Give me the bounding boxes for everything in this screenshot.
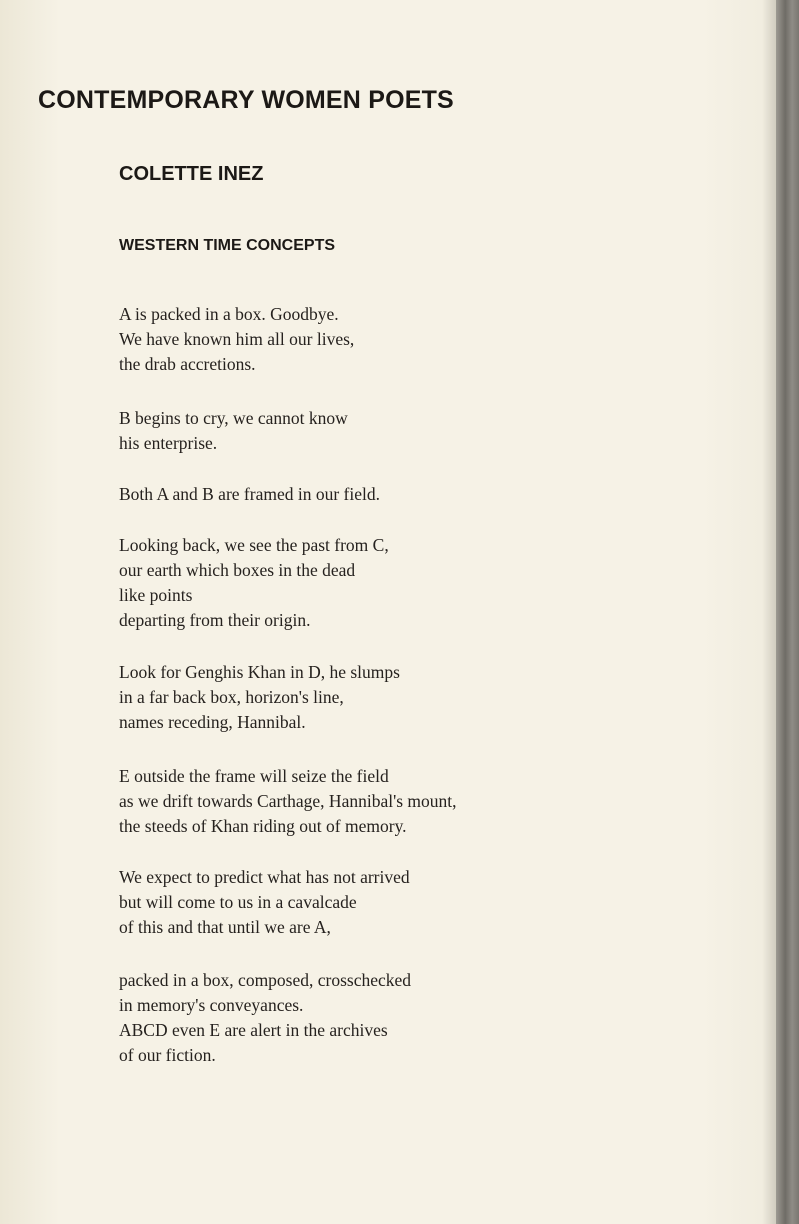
- poem-line: departing from their origin.: [119, 610, 311, 630]
- poem-line: his enterprise.: [119, 433, 218, 453]
- poem-line: B begins to cry, we cannot know: [119, 408, 348, 428]
- series-title: CONTEMPORARY WOMEN POETS: [38, 86, 454, 114]
- stanza: [119, 533, 389, 633]
- poem-line: in memory's conveyances.: [119, 995, 304, 1015]
- poet-name: COLETTE INEZ: [119, 163, 264, 185]
- page-edge-strip: [776, 0, 799, 1224]
- stanza: [119, 764, 457, 839]
- poem-line: We have known him all our lives,: [119, 329, 355, 349]
- poem-line: the steeds of Khan riding out of memory.: [119, 816, 407, 836]
- stanza: [119, 406, 348, 456]
- stanza: [119, 865, 410, 940]
- poem-line: Looking back, we see the past from C,: [119, 535, 389, 555]
- poem-line: E outside the frame will seize the field: [119, 766, 389, 786]
- poem-line: of this and that until we are A,: [119, 917, 331, 937]
- poem-line: We expect to predict what has not arrived: [119, 867, 410, 887]
- poem-line: the drab accretions.: [119, 354, 256, 374]
- poem-line: our earth which boxes in the dead: [119, 560, 356, 580]
- stanza: [119, 660, 400, 735]
- poem-line: packed in a box, composed, crosschecked: [119, 970, 412, 990]
- stanza: [119, 302, 354, 377]
- poem-line: as we drift towards Carthage, Hannibal's mount,: [119, 791, 457, 811]
- poem-line: in a far back box, horizon's line,: [119, 687, 344, 707]
- poem-line: A is packed in a box. Goodbye.: [119, 304, 339, 324]
- poem-line: but will come to us in a cavalcade: [119, 892, 357, 912]
- poem-line: ABCD even E are alert in the archives: [119, 1020, 388, 1040]
- poem-line: Both A and B are framed in our field.: [119, 484, 380, 504]
- poem-line: names receding, Hannibal.: [119, 712, 306, 732]
- stanza: [119, 482, 380, 507]
- stanza: [119, 968, 411, 1068]
- poem-line: Look for Genghis Khan in D, he slumps: [119, 662, 400, 682]
- poem-title: WESTERN TIME CONCEPTS: [119, 237, 336, 254]
- poem-line: like points: [119, 585, 193, 605]
- poem-line: of our fiction.: [119, 1045, 216, 1065]
- page-edge-shadow: [762, 0, 776, 1224]
